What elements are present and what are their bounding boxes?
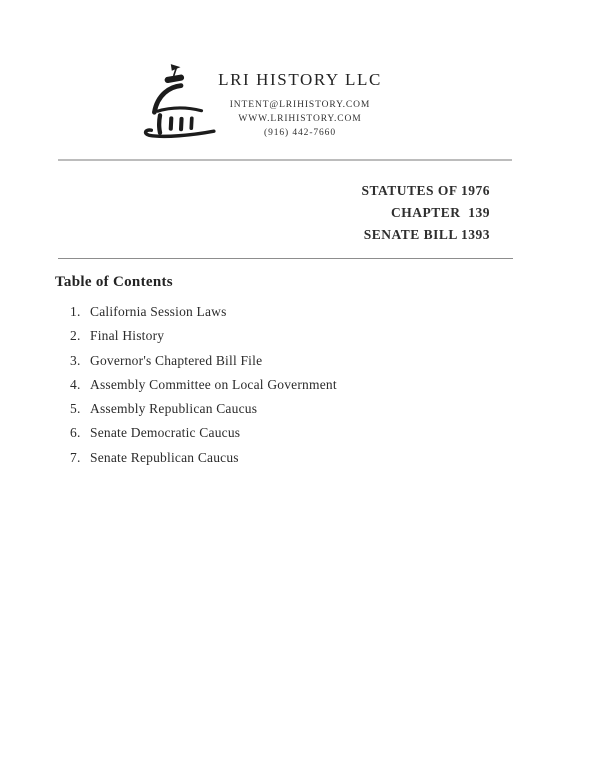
toc-item-label: Senate Republican Caucus: [90, 449, 239, 465]
toc-item-label: California Session Laws: [90, 304, 227, 319]
senate-bill-line: SENATE BILL 1393: [363, 227, 490, 242]
toc-item-number: 5.: [70, 401, 81, 417]
toc-item: [70, 402, 337, 416]
statute-reference-block: [361, 180, 490, 246]
toc-item-label: Governor's Chaptered Bill File: [90, 352, 263, 368]
toc-item-number: 1.: [70, 304, 81, 319]
company-email: INTENT@LRIHISTORY.COM: [229, 100, 371, 110]
toc-item-number: 7.: [70, 449, 81, 465]
toc-item-label: Senate Democratic Caucus: [90, 425, 241, 441]
toc-list: [70, 305, 337, 475]
divider-bottom: [58, 258, 513, 259]
toc-item: [70, 426, 337, 440]
toc-item-label: Assembly Republican Caucus: [90, 401, 258, 417]
chapter-line: CHAPTER 139: [390, 205, 490, 220]
toc-item: [70, 329, 337, 343]
toc-item-number: 6.: [70, 425, 81, 441]
toc-item-number: 2.: [70, 328, 81, 344]
toc-item-number: 3.: [70, 352, 81, 368]
toc-item-number: 4.: [70, 376, 81, 392]
toc-item: [70, 354, 337, 368]
divider-top: [58, 159, 512, 161]
toc-heading: Table of Contents: [55, 274, 173, 290]
toc-item-label: Assembly Committee on Local Government: [90, 376, 337, 392]
toc-item: [70, 378, 337, 392]
toc-item-label: Final History: [90, 328, 165, 344]
company-website: WWW.LRIHISTORY.COM: [238, 114, 362, 124]
company-name: LRI HISTORY LLC: [218, 70, 382, 89]
statutes-line: STATUTES OF 1976: [361, 183, 490, 198]
letterhead: [0, 70, 600, 140]
company-phone: (916) 442-7660: [264, 128, 336, 138]
toc-item: [70, 451, 337, 465]
toc-item: [70, 305, 337, 319]
